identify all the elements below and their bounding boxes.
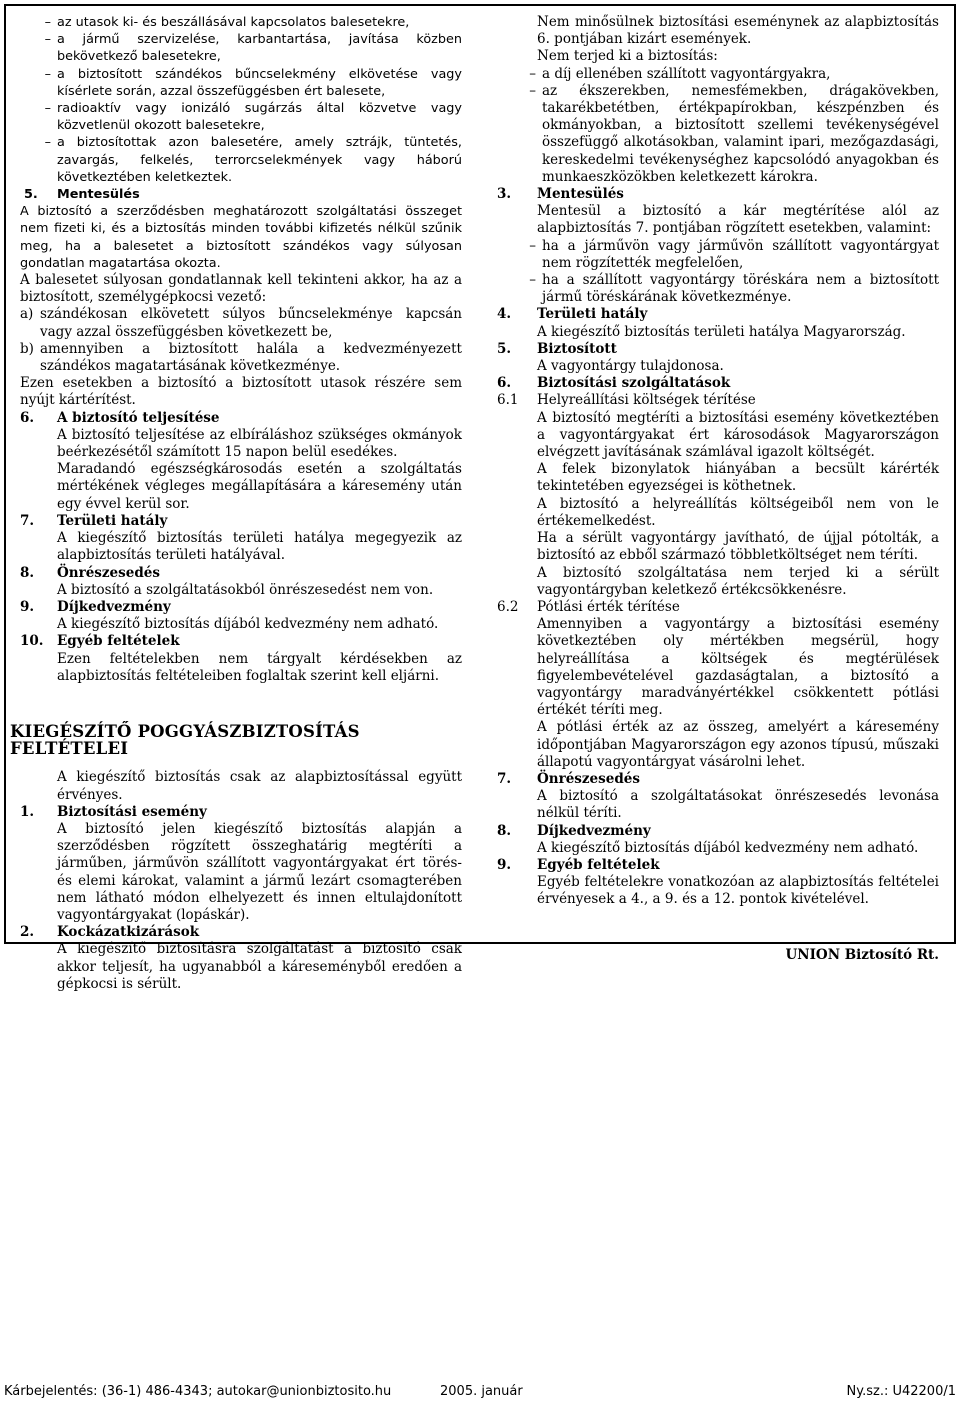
section-heading: 5. Biztosított bbox=[497, 340, 617, 357]
section-heading: 6. A biztosító teljesítése bbox=[20, 409, 220, 426]
company-signature: UNION Biztosító Rt. bbox=[785, 946, 939, 963]
list-item: – ha a járművön vagy járművön szállított vagyontárgyat nem rögzítették megfelelően, bbox=[529, 237, 939, 271]
paragraph: A kiegészítő biztosítás területi hatálya megegyezik az alapbiztosítás területi hatályával. bbox=[57, 530, 462, 564]
list-item: b) amennyiben a biztosított halála a kedvezményezett szándékos magatartásának következménye. bbox=[20, 340, 462, 375]
section-heading: 3. Mentesülés bbox=[497, 186, 624, 203]
list-item: – az utasok ki- és beszállásával kapcsolatos balesetekre, bbox=[44, 15, 410, 30]
list-item: – az ékszerekben, nemesfémekben, drágakövekben, takarékbetétben, értékpapírokban, készpénzben és okmányokban, a biztosított szellemi tevékenységével összefüggő alkotásokban, valamint ipari, mezőgazdasági, kereskedelmi tevékenységhez kapcsolódó anyagokban és munkaeszközökben keletkezett károkra. bbox=[529, 82, 939, 185]
section-heading: 2. Kockázatkizárások bbox=[20, 924, 200, 941]
paragraph: A kiegészítő biztosítás díjából kedvezmény nem adható. bbox=[57, 616, 439, 633]
right-column bbox=[497, 14, 939, 964]
section-heading: 7. Önrészesedés bbox=[497, 770, 640, 787]
paragraph: A felek bizonylatok hiányában a becsült kárérték tekintetében egyezségei is köthetnek. bbox=[537, 461, 939, 495]
section-heading: 10. Egyéb feltételek bbox=[20, 633, 180, 650]
subsection-heading: 6.2 Pótlási érték térítése bbox=[497, 598, 680, 615]
list-item: – ha a szállított vagyontárgy töréskára nem a biztosított jármű töréskárának következménye. bbox=[529, 272, 939, 306]
section-heading: 7. Területi hatály bbox=[20, 512, 168, 529]
page-footer bbox=[4, 1384, 956, 1404]
paragraph: A kiegészítő biztosításra szolgáltatást a biztosító csak akkor teljesít, ha ugyanabból a káreseményből eredően a gépkocsi is sérült. bbox=[57, 941, 462, 992]
list-item: – a biztosítottak azon balesetére, amely sztrájk, tüntetés, zavargás, felkelés, terrorcselekmények vagy háború következtében keletkeztek. bbox=[44, 135, 462, 185]
section-heading: 9. Díjkedvezmény bbox=[20, 598, 171, 615]
list-item: – a díj ellenében szállított vagyontárgyakra, bbox=[529, 65, 831, 82]
paragraph: A kiegészítő biztosítás csak az alapbiztosítással együtt érvényes. bbox=[57, 769, 462, 803]
paragraph: A pótlási érték az az összeg, amelyért a káresemény időpontjában Magyarországon egy azonos típusú, műszaki állapotú vagyontárgyat vásárolni lehet. bbox=[537, 719, 939, 770]
footer-contact: Kárbejelentés: (36-1) 486-4343; autokar@unionbiztosito.hu bbox=[4, 1384, 392, 1399]
paragraph: A biztosító a helyreállítás költségeiből nem von le értékemelkedést. bbox=[537, 495, 939, 529]
list-item: – radioaktív vagy ionizáló sugárzás által közvetve vagy közvetlenül okozott balesetekre, bbox=[44, 101, 462, 134]
paragraph: A biztosító a szolgáltatásokat önrészesedés levonása nélkül téríti. bbox=[537, 788, 939, 822]
subsection-heading: 6.1 Helyreállítási költségek térítése bbox=[497, 392, 756, 409]
paragraph: A biztosító szolgáltatása nem terjed ki a sérült vagyontárgyban keletkező értékcsökkenésre. bbox=[537, 564, 939, 598]
paragraph: A biztosító a szerződésben meghatározott szolgáltatási összeget nem fizeti ki, és a biztosítás minden további kifizetés nélkül szűnik meg, ha a balesetet a biztosított szándékos vagy súlyosan gondatlan magatartása okozta. bbox=[20, 204, 462, 271]
paragraph: Amennyiben a vagyontárgy a biztosítási esemény következtében oly mértékben megsérül, hogy helyreállítása a költségek és megtérülések figyelembevételével gazdaságtalan, a biztosító a vagyontárgy maradványértékkel csökkentett pótlási értékét téríti meg. bbox=[537, 616, 939, 719]
paragraph: A kiegészítő biztosítás területi hatálya Magyarország. bbox=[537, 323, 906, 340]
list-item: – a jármű szervizelése, karbantartása, javítása közben bekövetkező balesetekre, bbox=[44, 32, 462, 65]
section-heading: 8. Díjkedvezmény bbox=[497, 822, 651, 839]
footer-date: 2005. január bbox=[440, 1384, 523, 1399]
paragraph: A balesetet súlyosan gondatlannak kell tekinteni akkor, ha az a biztosított, személygépkocsi vezető: bbox=[20, 272, 462, 306]
paragraph: Mentesül a biztosító a kár megtérítése alól az alapbiztosítás 7. pontjában rögzített esetekben, valamint: bbox=[537, 203, 939, 237]
footer-reference: Ny.sz.: U42200/1 bbox=[846, 1384, 956, 1399]
paragraph: Ezen esetekben a biztosító a biztosított utasok részére sem nyújt kártérítést. bbox=[20, 375, 462, 409]
paragraph: A vagyontárgy tulajdonosa. bbox=[537, 358, 724, 375]
section-heading: 6. Biztosítási szolgáltatások bbox=[497, 375, 731, 392]
section-heading: 9. Egyéb feltételek bbox=[497, 856, 660, 873]
paragraph: Maradandó egészségkárosodás esetén a szolgáltatás mértékének végleges megállapítására a káresemény után egy évvel kerül sor. bbox=[57, 461, 462, 512]
paragraph: A kiegészítő biztosítás díjából kedvezmény nem adható. bbox=[537, 839, 919, 856]
list-item: – a biztosított szándékos bűncselekmény elkövetése vagy kísérlete során, azzal összefüggésben ért balesete, bbox=[44, 66, 462, 99]
paragraph: A biztosító teljesítése az elbíráláshoz szükséges okmányok beérkezésétől számított 15 napon belül esedékes. bbox=[57, 426, 462, 461]
paragraph: Nem minősülnek biztosítási eseménynek az alapbiztosítás 6. pontjában kizárt események. bbox=[537, 14, 939, 48]
section-heading: 5. Mentesülés bbox=[24, 187, 140, 203]
left-column bbox=[10, 14, 462, 993]
section-heading: 8. Önrészesedés bbox=[20, 564, 160, 581]
section-heading: 1. Biztosítási esemény bbox=[20, 803, 207, 820]
paragraph: A biztosító megtéríti a biztosítási esemény következtében a vagyontárgyakat ért károsodások Magyarországon elvégzett javításának számlával igazolt költségét. bbox=[537, 409, 939, 461]
paragraph: A biztosító a szolgáltatásokból önrészesedést nem von. bbox=[57, 581, 434, 598]
list-item: a) szándékosan elkövetett súlyos bűncselekménye kapcsán vagy azzal összefüggésben következett be, bbox=[20, 306, 462, 340]
section-heading: 4. Területi hatály bbox=[497, 306, 648, 323]
paragraph: Nem terjed ki a biztosítás: bbox=[537, 48, 718, 65]
paragraph: Egyéb feltételekre vonatkozóan az alapbiztosítás feltételei érvényesek a 4., a 9. és a 12. pontok kivételével. bbox=[537, 874, 939, 908]
paragraph: Ha a sérült vagyontárgy javítható, de újjal pótolták, a biztosító az ebből származó többletköltséget nem téríti. bbox=[537, 530, 939, 564]
document-heading: KIEGÉSZÍTŐ POGGYÁSZBIZTOSÍTÁS FELTÉTELEI bbox=[10, 721, 360, 759]
paragraph: A biztosító jelen kiegészítő biztosítás alapján a szerződésben rögzített összeghatárig megtéríti a járműben, járművön szállított vagyontárgyakat ért törés- és elemi károkat, valamint a jármű lezárt csomagterében nem látható módon elhelyezett és innen eltulajdonított vagyontárgyakat (lopáskár). bbox=[57, 820, 462, 923]
paragraph: Ezen feltételekben nem tárgyalt kérdésekben az alapbiztosítás feltételeiben foglaltak szerint kell eljárni. bbox=[57, 650, 462, 684]
